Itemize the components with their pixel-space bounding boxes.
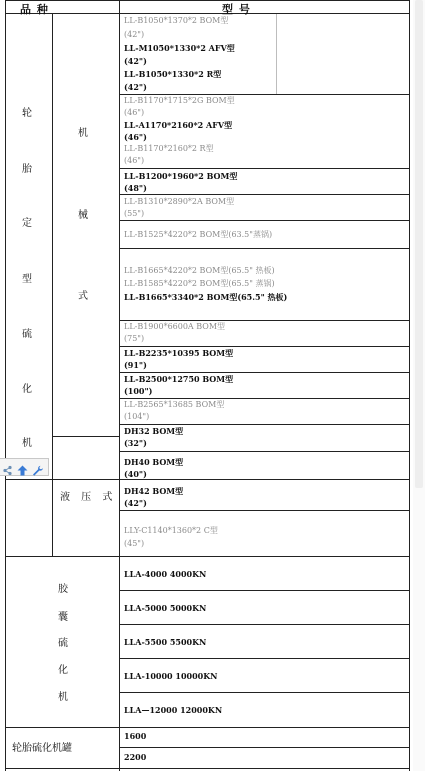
bladder-char: 胶 [58,584,68,595]
upload-icon[interactable] [17,461,28,472]
model-size: (104") [124,412,150,421]
model-size: (100") [124,386,153,396]
tank-model: 2200 [124,752,147,762]
model-line: LL-B1665*3340*2 BOM型(65.5" 热板) [124,292,288,302]
model-line: LL-B1585*4220*2 BOM型(65.5" 蒸锅) [124,279,275,288]
bladder-char: 囊 [58,612,68,623]
bladder-char: 硫 [58,638,68,649]
model-line: LL-B1170*2160*2 R型 [124,144,214,153]
page-scrollbar[interactable] [413,0,425,771]
model-line: DH40 BOM型 [124,457,184,467]
subcategory-char: 式 [78,291,88,302]
hydraulic-label: 液 压 式 [60,492,117,503]
bladder-char: 机 [58,692,68,703]
model-size: (46") [124,132,147,142]
model-size: (42") [124,56,147,66]
bladder-model: LLA-10000 10000KN [124,671,218,681]
category-char: 硫 [22,329,32,340]
model-line: LL-B1170*1715*2G BOM型 [124,96,235,105]
model-size: (48") [124,183,147,193]
model-size: (42") [124,30,145,39]
category-char: 机 [22,438,32,449]
model-line: LL-B1665*4220*2 BOM型(65.5" 热板) [124,266,275,275]
scrollbar-thumb[interactable] [415,0,423,488]
model-size: (42") [124,498,147,508]
bladder-model: LLA-4000 4000KN [124,569,207,579]
category-char: 定 [22,218,32,229]
bladder-model: LLA—12000 12000KN [124,705,223,715]
bladder-model: LLA-5000 5000KN [124,603,207,613]
subcategory-char: 机 [78,128,88,139]
model-size: (45") [124,539,145,548]
category-header: 品 种 [20,3,49,16]
share-icon[interactable] [2,461,13,472]
model-line: LL-B2565*13685 BOM型 [124,400,225,409]
model-line: LL-A1170*2160*2 AFV型 [124,120,233,130]
model-size: (46") [124,156,145,165]
wrench-icon[interactable] [32,461,43,472]
bladder-char: 化 [58,665,68,676]
model-line: LL-M1050*1330*2 AFV型 [124,43,235,53]
model-size: (91") [124,360,147,370]
model-line: LL-B1200*1960*2 BOM型 [124,171,238,181]
model-size: (32") [124,438,147,448]
category-char: 化 [22,384,32,395]
bladder-model: LLA-5500 5500KN [124,637,207,647]
model-line: LL-B2235*10395 BOM型 [124,348,234,358]
category-char: 型 [22,274,32,285]
model-line: LL-B1050*1370*2 BOM型 [124,16,229,25]
model-line: LL-B2500*12750 BOM型 [124,374,234,384]
image-toolbar [0,458,49,476]
model-line: LL-B1050*1330*2 R型 [124,69,222,79]
tank-label: 轮胎硫化机罐 [12,743,72,754]
model-size: (46") [124,108,145,117]
model-line: LL-B1900*6600A BOM型 [124,322,226,331]
model-line: DH32 BOM型 [124,426,184,436]
tank-model: 1600 [124,731,147,741]
model-header: 型 号 [222,3,251,16]
model-size: (42") [124,82,147,92]
model-line: LL-B1525*4220*2 BOM型(63.5"蒸锅) [124,230,273,239]
model-size: (40") [124,469,147,479]
category-char: 轮 [22,108,32,119]
subcategory-char: 械 [78,210,88,221]
model-line: LLY-C1140*1360*2 C型 [124,526,218,535]
model-size: (75") [124,334,145,343]
model-line: DH42 BOM型 [124,486,184,496]
model-line: LL-B1310*2890*2A BOM型 [124,197,235,206]
model-size: (55") [124,209,145,218]
category-char: 胎 [22,164,32,175]
